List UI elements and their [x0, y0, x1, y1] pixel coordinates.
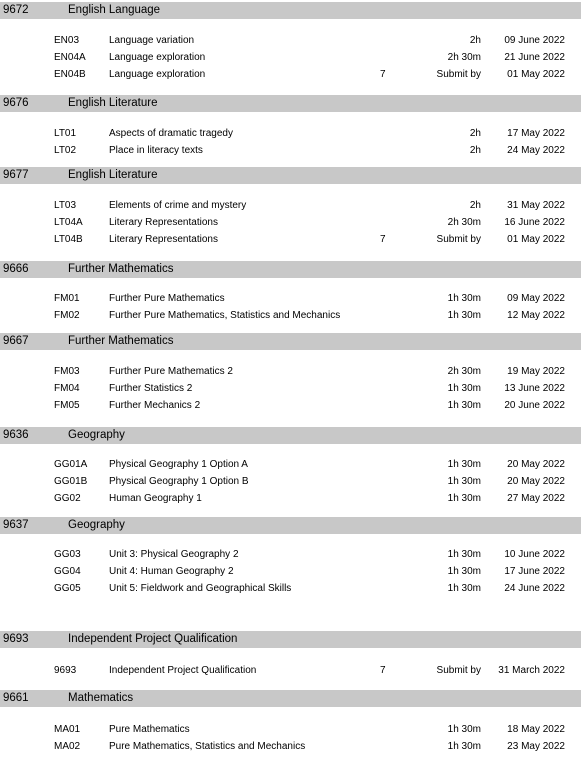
component-duration: Submit by	[436, 665, 481, 676]
section-code: 9677	[3, 169, 29, 181]
section-header	[0, 427, 581, 444]
component-duration: 2h	[469, 35, 481, 46]
component-duration: 2h 30m	[447, 366, 481, 377]
table-row	[0, 67, 581, 83]
component-number: 7	[380, 69, 386, 80]
component-date: 24 May 2022	[507, 145, 565, 156]
component-title: Elements of crime and mystery	[109, 200, 247, 211]
section-header	[0, 95, 581, 112]
table-row	[0, 215, 581, 231]
component-duration: 1h 30m	[447, 293, 481, 304]
section-header	[0, 333, 581, 350]
component-code: GG03	[54, 549, 81, 560]
component-code: GG02	[54, 493, 81, 504]
component-title: Place in literacy texts	[109, 145, 203, 156]
component-date: 18 May 2022	[507, 724, 565, 735]
component-duration: 1h 30m	[447, 549, 481, 560]
component-code: LT04A	[54, 217, 83, 228]
table-row	[0, 564, 581, 580]
component-title: Literary Representations	[109, 217, 218, 228]
component-duration: 1h 30m	[447, 493, 481, 504]
section-subject: Mathematics	[68, 692, 134, 704]
component-duration: 1h 30m	[447, 400, 481, 411]
section-code: 9676	[3, 97, 29, 109]
component-title: Further Pure Mathematics, Statistics and Mechanics	[109, 310, 341, 321]
component-code: MA02	[54, 741, 81, 752]
component-code: EN03	[54, 35, 80, 46]
table-row	[0, 143, 581, 159]
section-code: 9667	[3, 335, 29, 347]
component-duration: 1h 30m	[447, 383, 481, 394]
component-code: GG04	[54, 566, 81, 577]
table-row	[0, 739, 581, 755]
component-title: Unit 3: Physical Geography 2	[109, 549, 239, 560]
component-code: FM04	[54, 383, 80, 394]
section-subject: English Literature	[68, 97, 158, 109]
section-code: 9637	[3, 519, 29, 531]
table-row	[0, 398, 581, 414]
component-duration: 1h 30m	[447, 724, 481, 735]
component-date: 09 June 2022	[504, 35, 565, 46]
table-row	[0, 547, 581, 563]
component-date: 27 May 2022	[507, 493, 565, 504]
component-duration: 1h 30m	[447, 459, 481, 470]
section-header	[0, 2, 581, 19]
component-title: Unit 5: Fieldwork and Geographical Skills	[109, 583, 292, 594]
component-date: 10 June 2022	[504, 549, 565, 560]
component-title: Human Geography 1	[109, 493, 202, 504]
component-number: 7	[380, 234, 386, 245]
component-code: FM01	[54, 293, 80, 304]
section-subject: English Literature	[68, 169, 158, 181]
table-row	[0, 308, 581, 324]
table-row	[0, 232, 581, 248]
component-duration: Submit by	[436, 69, 481, 80]
component-duration: 1h 30m	[447, 741, 481, 752]
component-title: Language exploration	[109, 69, 206, 80]
component-date: 09 May 2022	[507, 293, 565, 304]
component-code: MA01	[54, 724, 81, 735]
component-duration: 2h 30m	[447, 52, 481, 63]
section-header	[0, 167, 581, 184]
component-title: Language exploration	[109, 52, 206, 63]
component-code: LT04B	[54, 234, 83, 245]
section-subject: Further Mathematics	[68, 263, 174, 275]
table-row	[0, 457, 581, 473]
component-date: 17 May 2022	[507, 128, 565, 139]
section-subject: Further Mathematics	[68, 335, 174, 347]
component-title: Pure Mathematics	[109, 724, 190, 735]
table-row	[0, 491, 581, 507]
component-title: Independent Project Qualification	[109, 665, 257, 676]
section-code: 9693	[3, 633, 29, 645]
component-code: EN04B	[54, 69, 86, 80]
component-duration: 2h	[469, 128, 481, 139]
component-date: 21 June 2022	[504, 52, 565, 63]
component-code: FM05	[54, 400, 80, 411]
component-duration: 2h	[469, 200, 481, 211]
component-number: 7	[380, 665, 386, 676]
component-code: LT03	[54, 200, 77, 211]
section-header	[0, 690, 581, 707]
section-subject: English Language	[68, 4, 161, 16]
component-title: Physical Geography 1 Option B	[109, 476, 249, 487]
component-title: Unit 4: Human Geography 2	[109, 566, 234, 577]
component-date: 13 June 2022	[504, 383, 565, 394]
component-title: Further Mechanics 2	[109, 400, 201, 411]
component-code: FM03	[54, 366, 80, 377]
component-duration: 1h 30m	[447, 566, 481, 577]
section-code: 9672	[3, 4, 29, 16]
component-date: 31 May 2022	[507, 200, 565, 211]
component-title: Language variation	[109, 35, 195, 46]
component-code: GG05	[54, 583, 81, 594]
component-code: GG01B	[54, 476, 88, 487]
section-code: 9636	[3, 429, 29, 441]
section-header	[0, 517, 581, 534]
section-subject: Geography	[68, 519, 125, 531]
table-row	[0, 663, 581, 679]
component-code: GG01A	[54, 459, 88, 470]
table-row	[0, 50, 581, 66]
component-code: LT01	[54, 128, 77, 139]
component-duration: 1h 30m	[447, 476, 481, 487]
component-code: FM02	[54, 310, 80, 321]
table-row	[0, 33, 581, 49]
component-date: 23 May 2022	[507, 741, 565, 752]
table-row	[0, 198, 581, 214]
table-row	[0, 381, 581, 397]
component-duration: 2h	[469, 145, 481, 156]
table-row	[0, 474, 581, 490]
component-title: Further Pure Mathematics	[109, 293, 225, 304]
component-date: 20 June 2022	[504, 400, 565, 411]
table-row	[0, 722, 581, 738]
component-title: Pure Mathematics, Statistics and Mechanics	[109, 741, 306, 752]
component-date: 17 June 2022	[504, 566, 565, 577]
section-code: 9666	[3, 263, 29, 275]
section-subject: Independent Project Qualification	[68, 633, 238, 645]
section-header	[0, 631, 581, 648]
table-row	[0, 126, 581, 142]
component-duration: Submit by	[436, 234, 481, 245]
component-date: 24 June 2022	[504, 583, 565, 594]
component-code: EN04A	[54, 52, 86, 63]
component-date: 16 June 2022	[504, 217, 565, 228]
component-title: Further Statistics 2	[109, 383, 193, 394]
component-title: Aspects of dramatic tragedy	[109, 128, 233, 139]
component-date: 19 May 2022	[507, 366, 565, 377]
component-code: LT02	[54, 145, 77, 156]
section-header	[0, 261, 581, 278]
component-date: 12 May 2022	[507, 310, 565, 321]
section-code: 9661	[3, 692, 29, 704]
component-duration: 1h 30m	[447, 583, 481, 594]
component-duration: 1h 30m	[447, 310, 481, 321]
section-subject: Geography	[68, 429, 125, 441]
component-date: 31 March 2022	[498, 665, 565, 676]
table-row	[0, 291, 581, 307]
component-date: 20 May 2022	[507, 476, 565, 487]
table-row	[0, 364, 581, 380]
component-date: 20 May 2022	[507, 459, 565, 470]
component-code: 9693	[54, 665, 77, 676]
component-duration: 2h 30m	[447, 217, 481, 228]
component-date: 01 May 2022	[507, 234, 565, 245]
component-title: Further Pure Mathematics 2	[109, 366, 233, 377]
component-title: Physical Geography 1 Option A	[109, 459, 248, 470]
component-title: Literary Representations	[109, 234, 218, 245]
table-row	[0, 581, 581, 597]
component-date: 01 May 2022	[507, 69, 565, 80]
